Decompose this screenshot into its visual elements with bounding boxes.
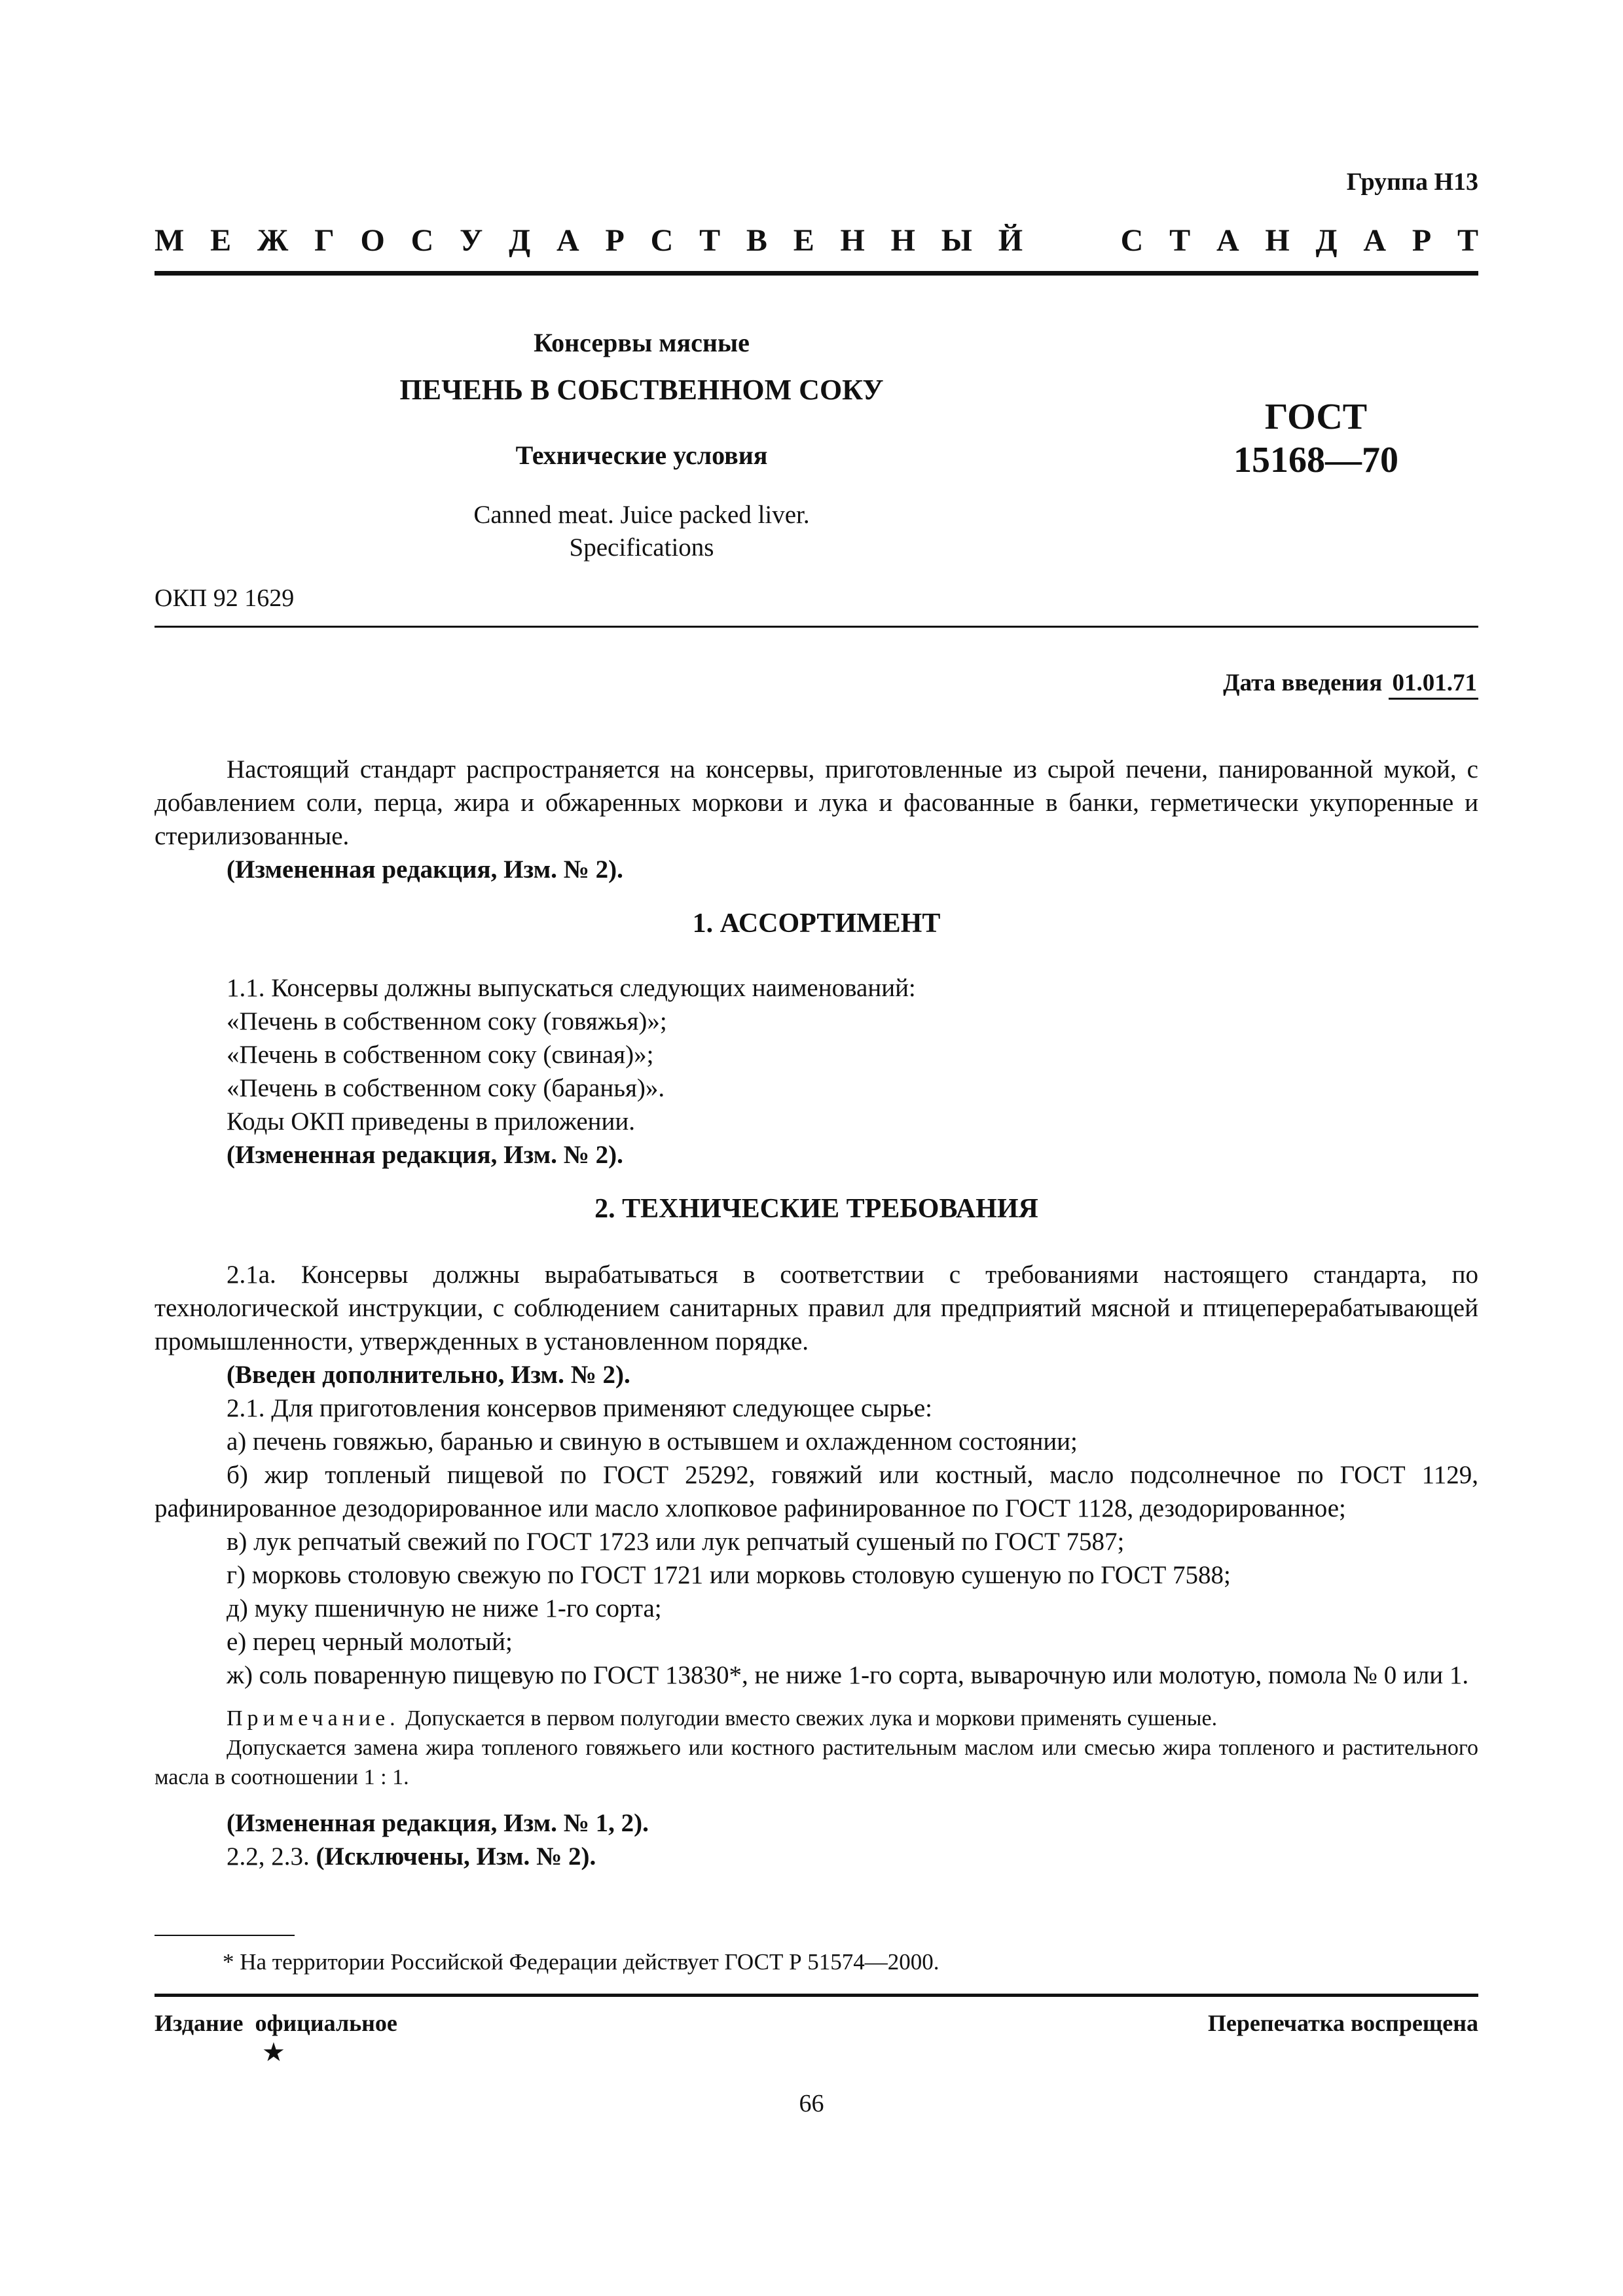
introduction-date	[1223, 669, 1478, 697]
reprint-notice: Перепечатка воспрещена	[1207, 2010, 1478, 2036]
section1-body	[155, 971, 1478, 1172]
date-value: 01.01.71	[1389, 670, 1479, 700]
banner-letter: Д	[1315, 223, 1338, 258]
clause-item-d: д) муку пшеничную не ниже 1-го сорта;	[227, 1594, 662, 1623]
document-title: ПЕЧЕНЬ В СОБСТВЕННОМ СОКУ	[399, 374, 884, 406]
note-text2: Допускается замена жира топленого говяжьего или костного растительным маслом или смесью жира топленого и растительного масла в соотношении 1 : 1.	[155, 1736, 1478, 1789]
section2-amendment: (Измененная редакция, Изм. № 1, 2).	[227, 1809, 649, 1837]
note-text1: Допускается в первом полугодии вместо свежих лука и моркови применять сушеные.	[399, 1706, 1218, 1731]
banner-letter: Г	[314, 223, 335, 258]
gost-number: 15168—70	[1233, 440, 1398, 480]
banner-letter: Р	[1412, 223, 1432, 258]
note-block	[155, 1704, 1478, 1792]
banner-letter: Е	[210, 223, 232, 258]
group-code: Группа Н13	[1346, 168, 1478, 196]
standard-banner	[155, 223, 1478, 259]
clause-item-zh: ж) соль поваренную пищевую по ГОСТ 13830*, не ниже 1-го сорта, выварочную или молотую, помола № 0 или 1.	[227, 1661, 1469, 1689]
section1-line: «Печень в собственном соку (говяжья)»;	[227, 1007, 667, 1035]
banner-letter: А	[556, 223, 579, 258]
clause-item-g: г) морковь столовую свежую по ГОСТ 1721 или морковь столовую сушеную по ГОСТ 7588;	[227, 1561, 1231, 1589]
clause-item-b: б) жир топленый пищевой по ГОСТ 25292, говяжий или костный, масло подсолнечное по ГОСТ 1129, рафинированное дезодорированное или масло хлопковое рафинированное по ГОСТ 1128, дезодорированное;	[155, 1461, 1478, 1522]
section1-amendment: (Измененная редакция, Изм. № 2).	[227, 1141, 623, 1169]
gost-label: ГОСТ	[1264, 397, 1368, 437]
section1-line: Коды ОКП приведены в приложении.	[227, 1107, 636, 1136]
clause-2-1a-amendment: (Введен дополнительно, Изм. № 2).	[227, 1361, 630, 1389]
clause-2-1: 2.1. Для приготовления консервов применяют следующее сырье:	[227, 1394, 932, 1422]
banner-letter: А	[1363, 223, 1387, 258]
clause-2-2-2-3	[155, 1840, 1478, 1873]
section1-line: 1.1. Консервы должны выпускаться следующих наименований:	[227, 974, 916, 1002]
banner-letter: С	[1120, 223, 1144, 258]
clause-2-1a: 2.1а. Консервы должны вырабатываться в соответствии с требованиями настоящего стандарта, по технологической инструкции, с соблюдением санитарных правил для предприятий мясной и птицеперерабатывающей промышленности, утвержденных в установленном порядке.	[155, 1261, 1478, 1355]
section1-line: «Печень в собственном соку (баранья)».	[227, 1074, 665, 1102]
banner-letter: А	[1216, 223, 1239, 258]
section1-heading: 1. АССОРТИМЕНТ	[692, 908, 941, 939]
english-title-line2: Specifications	[569, 533, 714, 562]
okp-code: ОКП 92 1629	[155, 584, 295, 612]
clause-2-2-prefix: 2.2, 2.3.	[227, 1842, 316, 1871]
banner-letter: О	[360, 223, 385, 258]
clause-item-e: е) перец черный молотый;	[227, 1628, 513, 1656]
banner-letter: Т	[699, 223, 721, 258]
banner-letter: Т	[1169, 223, 1191, 258]
section2-heading: 2. ТЕХНИЧЕСКИЕ ТРЕБОВАНИЯ	[594, 1194, 1038, 1224]
footnote-separator	[155, 1935, 295, 1936]
star-icon: ★	[262, 2037, 285, 2067]
section2-body	[155, 1258, 1478, 1873]
footer-rule	[155, 1994, 1478, 1997]
section1-line: «Печень в собственном соку (свиная)»;	[227, 1041, 654, 1069]
banner-letter: С	[410, 223, 434, 258]
banner-letter: Н	[840, 223, 865, 258]
note-line1	[155, 1704, 1478, 1733]
page-number: 66	[799, 2090, 824, 2117]
banner-letter: Н	[1265, 223, 1290, 258]
header-rule	[155, 271, 1478, 276]
banner-letter: Й	[998, 223, 1023, 258]
document-type: Технические условия	[515, 440, 768, 470]
intro-paragraph: Настоящий стандарт распространяется на консервы, приготовленные из сырой печени, панированной мукой, с добавлением соли, перца, жира и обжаренных моркови и лука и фасованные в банки, герметически укупоренные и стерилизованные.	[155, 755, 1478, 850]
banner-letter: Д	[509, 223, 531, 258]
banner-letter: У	[460, 223, 483, 258]
edition-label: Издание официальное	[155, 2010, 397, 2036]
english-title-line1: Canned meat. Juice packed liver.	[473, 501, 810, 529]
banner-letter: Т	[1457, 223, 1478, 258]
intro-section	[155, 753, 1478, 886]
banner-letter: Р	[605, 223, 625, 258]
banner-letter: Н	[890, 223, 915, 258]
clause-item-a: а) печень говяжью, баранью и свиную в остывшем и охлажденном состоянии;	[227, 1427, 1078, 1456]
banner-letter: С	[650, 223, 674, 258]
banner-gap	[1049, 223, 1095, 259]
banner-letter: Ж	[257, 223, 289, 258]
gost-block	[1185, 395, 1447, 482]
category-title: Консервы мясные	[534, 328, 750, 357]
banner-letter: Е	[793, 223, 814, 258]
clause-2-2-excluded: (Исключены, Изм. № 2).	[316, 1842, 596, 1871]
title-rule	[155, 626, 1478, 628]
intro-amendment: (Измененная редакция, Изм. № 2).	[227, 855, 623, 884]
note-label: Примечание.	[227, 1706, 400, 1731]
banner-letter: Ы	[941, 223, 972, 258]
footnote: * На территории Российской Федерации действует ГОСТ Р 51574—2000.	[223, 1949, 939, 1975]
clause-item-v: в) лук репчатый свежий по ГОСТ 1723 или лук репчатый сушеный по ГОСТ 7587;	[227, 1528, 1125, 1556]
banner-letter: В	[746, 223, 767, 258]
banner-letter: М	[155, 223, 185, 258]
date-label: Дата введения	[1223, 670, 1383, 696]
